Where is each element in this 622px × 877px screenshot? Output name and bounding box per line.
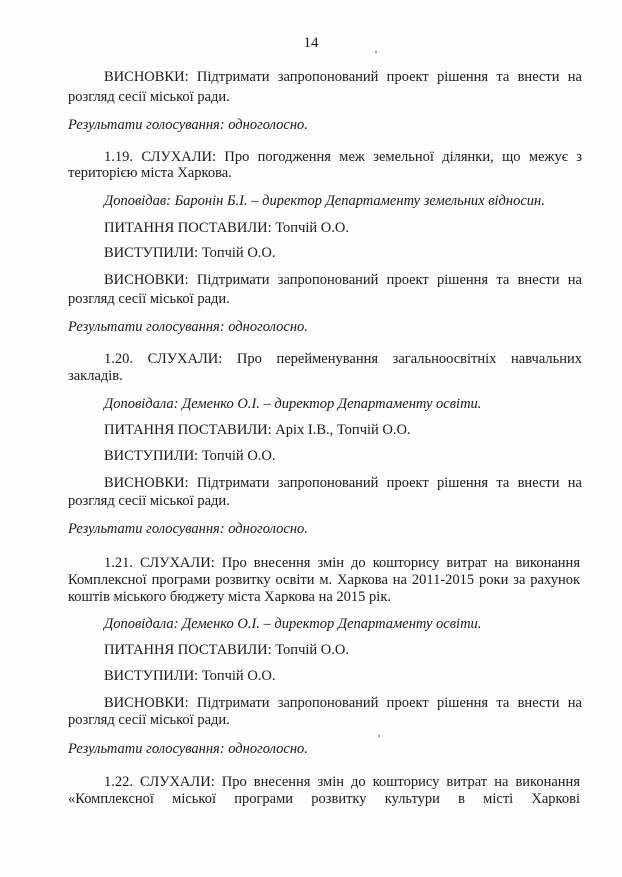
conclusions-continuation: розгляд сесії міської ради. — [68, 493, 230, 509]
item-heard-1-21: 1.21. СЛУХАЛИ: Про внесення змін до кошторису витрат на виконання — [104, 555, 580, 571]
voting-result: Результати голосування: одноголосно. — [68, 521, 308, 537]
scan-speck — [375, 51, 377, 53]
conclusions-continuation: розгляд сесії міської ради. — [68, 712, 230, 728]
conclusions-line: ВИСНОВКИ: Підтримати запропонований проект рішення та внести на — [104, 69, 582, 85]
page-number: 14 — [303, 35, 319, 51]
item-heard-1-19-continuation: територією міста Харкова. — [68, 165, 232, 181]
voting-result: Результати голосування: одноголосно. — [68, 319, 308, 335]
speakers-line: ВИСТУПИЛИ: Топчій О.О. — [104, 245, 276, 261]
item-heard-1-21-continuation: Комплексної програми розвитку освіти м. Харкова на 2011-2015 роки за рахунок — [68, 572, 580, 588]
questions-line: ПИТАННЯ ПОСТАВИЛИ: Топчій О.О. — [104, 220, 349, 236]
questions-line: ПИТАННЯ ПОСТАВИЛИ: Аріх І.В., Топчій О.О. — [104, 422, 411, 438]
item-heard-1-20-continuation: закладів. — [68, 368, 123, 384]
scan-speck — [378, 735, 380, 737]
item-heard-1-22: 1.22. СЛУХАЛИ: Про внесення змін до кошторису витрат на виконання — [104, 774, 580, 790]
voting-result: Результати голосування: одноголосно. — [68, 741, 308, 757]
speaker-line: Доповідала: Деменко О.І. – директор Департаменту освіти. — [104, 616, 482, 632]
item-heard-1-19: 1.19. СЛУХАЛИ: Про погодження меж земельної ділянки, що межує з — [104, 149, 582, 165]
conclusions-line: ВИСНОВКИ: Підтримати запропонований проект рішення та внести на — [104, 695, 582, 711]
speakers-line: ВИСТУПИЛИ: Топчій О.О. — [104, 448, 276, 464]
conclusions-line: ВИСНОВКИ: Підтримати запропонований проект рішення та внести на — [104, 475, 582, 491]
speaker-line: Доповідав: Баронін Б.І. – директор Департаменту земельних відносин. — [104, 193, 545, 209]
voting-result: Результати голосування: одноголосно. — [68, 117, 308, 133]
speakers-line: ВИСТУПИЛИ: Топчій О.О. — [104, 668, 276, 684]
item-heard-1-22-continuation: «Комплексної міської програми розвитку культури в місті Харкові — [68, 791, 580, 807]
item-heard-1-20: 1.20. СЛУХАЛИ: Про перейменування загальноосвітніх навчальних — [104, 351, 582, 367]
conclusions-continuation: розгляд сесії міської ради. — [68, 89, 230, 105]
conclusions-line: ВИСНОВКИ: Підтримати запропонований проект рішення та внести на — [104, 272, 582, 288]
questions-line: ПИТАННЯ ПОСТАВИЛИ: Топчій О.О. — [104, 642, 349, 658]
conclusions-continuation: розгляд сесії міської ради. — [68, 291, 230, 307]
item-heard-1-21-continuation: коштів міського бюджету міста Харкова на 2015 рік. — [68, 589, 392, 605]
speaker-line: Доповідала: Деменко О.І. – директор Департаменту освіти. — [104, 396, 482, 412]
